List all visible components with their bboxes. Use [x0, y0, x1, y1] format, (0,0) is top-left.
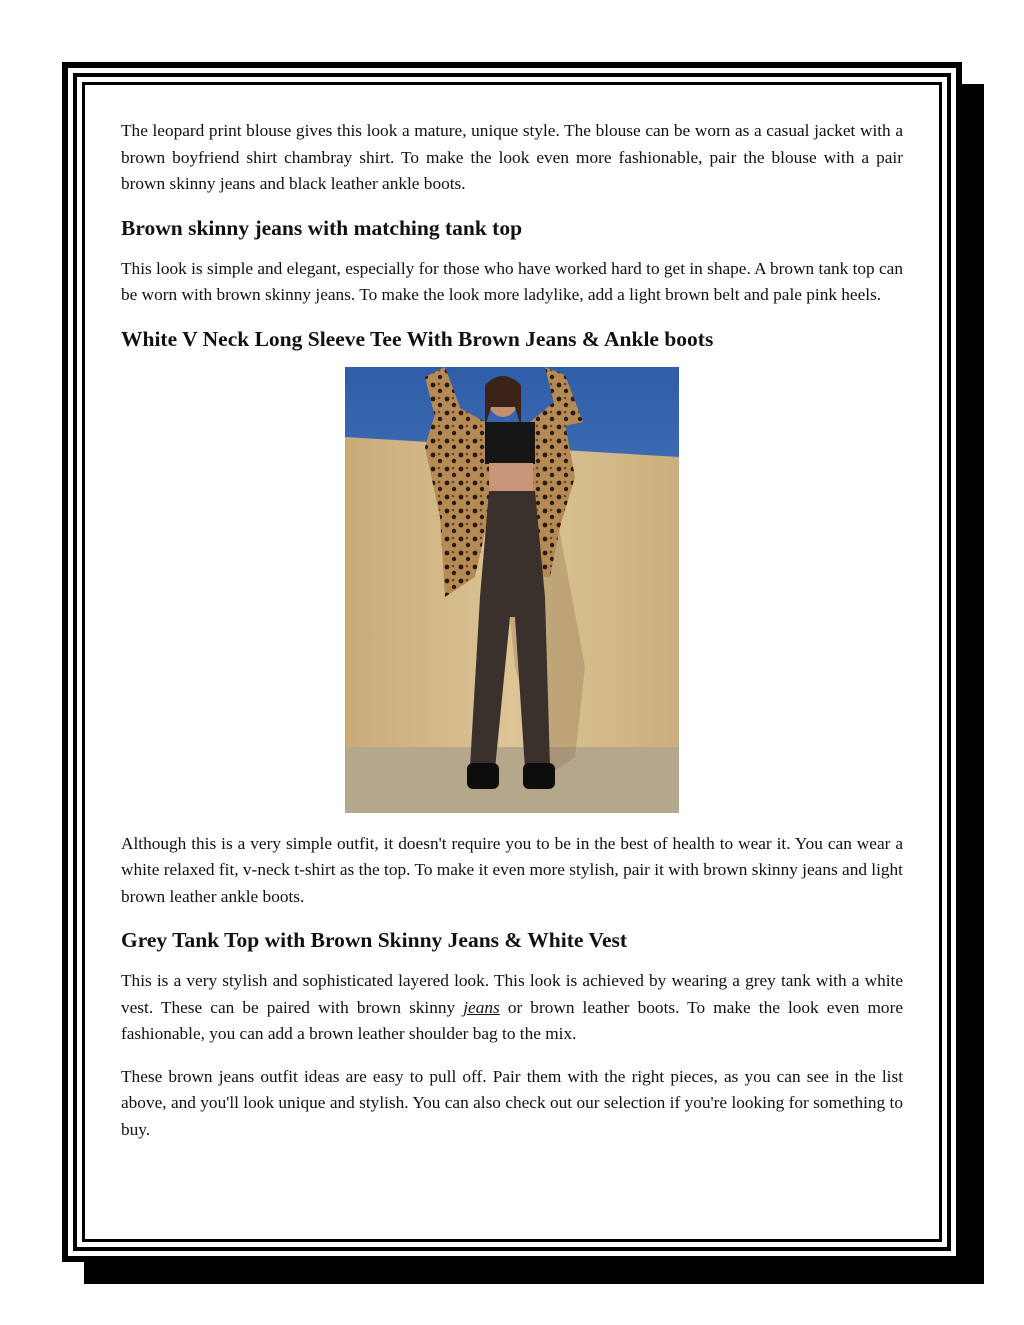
paragraph-leopard-blouse: The leopard print blouse gives this look a mature, unique style. The blouse can be worn as a casual jacket with a brown boyfriend shirt chambray shirt. To make the look even more fashionable, pair the blouse with a pair brown skinny jeans and black leather ankle boots. — [121, 121, 903, 193]
paragraph-white-tee: Although this is a very simple outfit, it doesn't require you to be in the best of health to wear it. You can wear a white relaxed fit, v-neck t-shirt as the top. To make it even more stylish, pair it with brown skinny jeans and light brown leather ankle boots. — [121, 833, 903, 906]
paragraph-layered-look-text-2: or brown leather boots. To make the look even more fashionable, you can add a brown leather shoulder bag to the mix. — [121, 997, 903, 1043]
paragraph-layered-look-text-1: This is a very stylish and sophisticated layered look. This look is achieved by wearing a grey tank with a white vest. These can be paired with brown skinny — [121, 971, 903, 1017]
paragraph-layered-look — [121, 968, 903, 1048]
outfit-photo — [345, 367, 679, 813]
heading-matching-tank-top: Brown skinny jeans with matching tank top — [121, 215, 523, 240]
paragraph-tank-top: This look is simple and elegant, especially for those who have worked hard to get in shape. A brown tank top can be worn with brown skinny jeans. To make the look more ladylike, add a light brown belt and pale pink heels. — [121, 258, 903, 304]
paragraph-conclusion: These brown jeans outfit ideas are easy to pull off. Pair them with the right pieces, as you can see in the list above, and you'll look unique and stylish. You can also check out our selection if you're looking for something to buy. — [121, 1066, 903, 1139]
article-body — [121, 118, 903, 1159]
jeans-link[interactable]: jeans — [463, 997, 500, 1017]
heading-white-v-neck: White V Neck Long Sleeve Tee With Brown Jeans & Ankle boots — [121, 326, 714, 351]
heading-grey-tank-top: Grey Tank Top with Brown Skinny Jeans & White Vest — [121, 928, 628, 952]
